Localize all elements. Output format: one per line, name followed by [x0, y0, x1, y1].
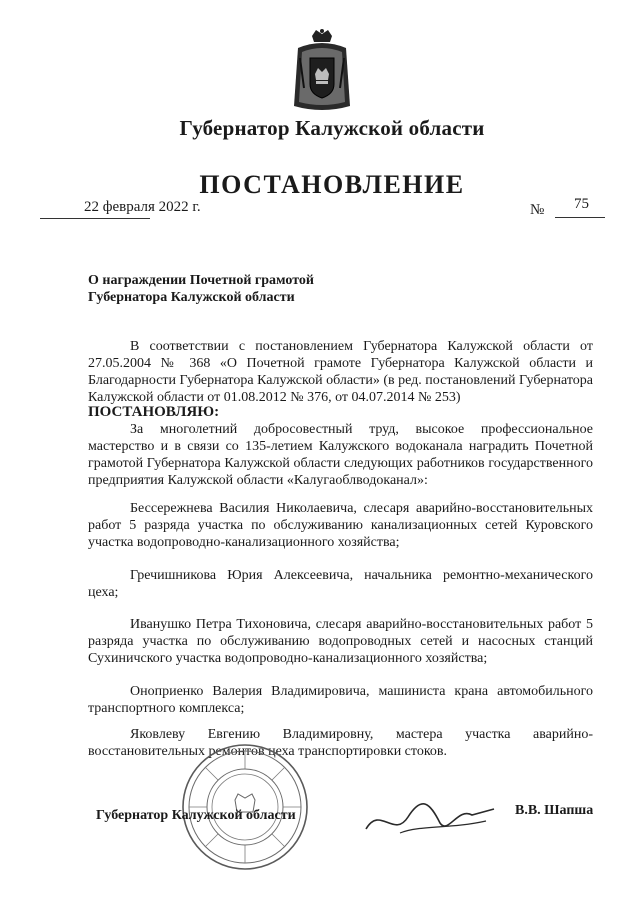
awardee-item: Бессережнева Василия Николаевича, слесаря аварийно-восстановительных работ 5 разряда участка по обслуживанию канализационных сетей Куровского участка водопроводно-канализационного хозяйства; [88, 501, 593, 550]
document-number: 75 [574, 196, 589, 212]
date-underline [40, 218, 150, 219]
signatory-position: Губернатор Калужской области [96, 808, 296, 823]
document-date: 22 февраля 2022 г. [84, 199, 201, 215]
awardee-item: Гречишникова Юрия Алексеевича, начальника ремонтно-механического цеха; [88, 568, 593, 600]
subject-line-2: Губернатора Калужской области [88, 290, 295, 305]
awardee-item: Яковлеву Евгению Владимировну, мастера участка аварийно-восстановительных ремонтов цеха транспортировки стоков. [88, 727, 593, 759]
official-seal-icon [180, 742, 310, 872]
preamble-paragraph: В соответствии с постановлением Губернатора Калужской области от 27.05.2004 № 368 «О Почетной грамоте Губернатора Калужской области и Благодарности Губернатора Калужской области» (в ред. постановлений Губернатора Калужской области от 01.08.2012 № 376, от 04.07.2014 № 253) [88, 339, 593, 405]
document-type-title: ПОСТАНОВЛЕНИЕ [199, 170, 465, 199]
decree-word: ПОСТАНОВЛЯЮ: [88, 404, 220, 420]
document-subject [88, 272, 408, 306]
issuer-title: Губернатор Калужской области [179, 116, 485, 140]
decree-text: За многолетний добросовестный труд, высокое профессиональное мастерство и в связи со 135-летием Калужского водоканала наградить Почетной грамотой Губернатора Калужской области следующих работников государственного предприятия Калужской области «Калугаоблводоканал»: [88, 422, 593, 488]
awardee-item: Оноприенко Валерия Владимировича, машиниста крана автомобильного транспортного комплекса; [88, 684, 593, 716]
handwritten-signature-icon [360, 795, 500, 845]
coat-of-arms-icon [290, 28, 354, 114]
signatory-name: В.В. Шапша [515, 803, 594, 818]
subject-line-1: О награждении Почетной грамотой [88, 273, 314, 288]
number-underline [555, 217, 605, 218]
number-label: № [530, 202, 545, 218]
decree-block [88, 404, 593, 489]
awardee-item: Иванушко Петра Тихоновича, слесаря аварийно-восстановительных работ 5 разряда участка по обслуживанию водопроводных сетей и насосных станций Сухиничского участка водопроводно-канализационного хозяйства; [88, 617, 593, 666]
